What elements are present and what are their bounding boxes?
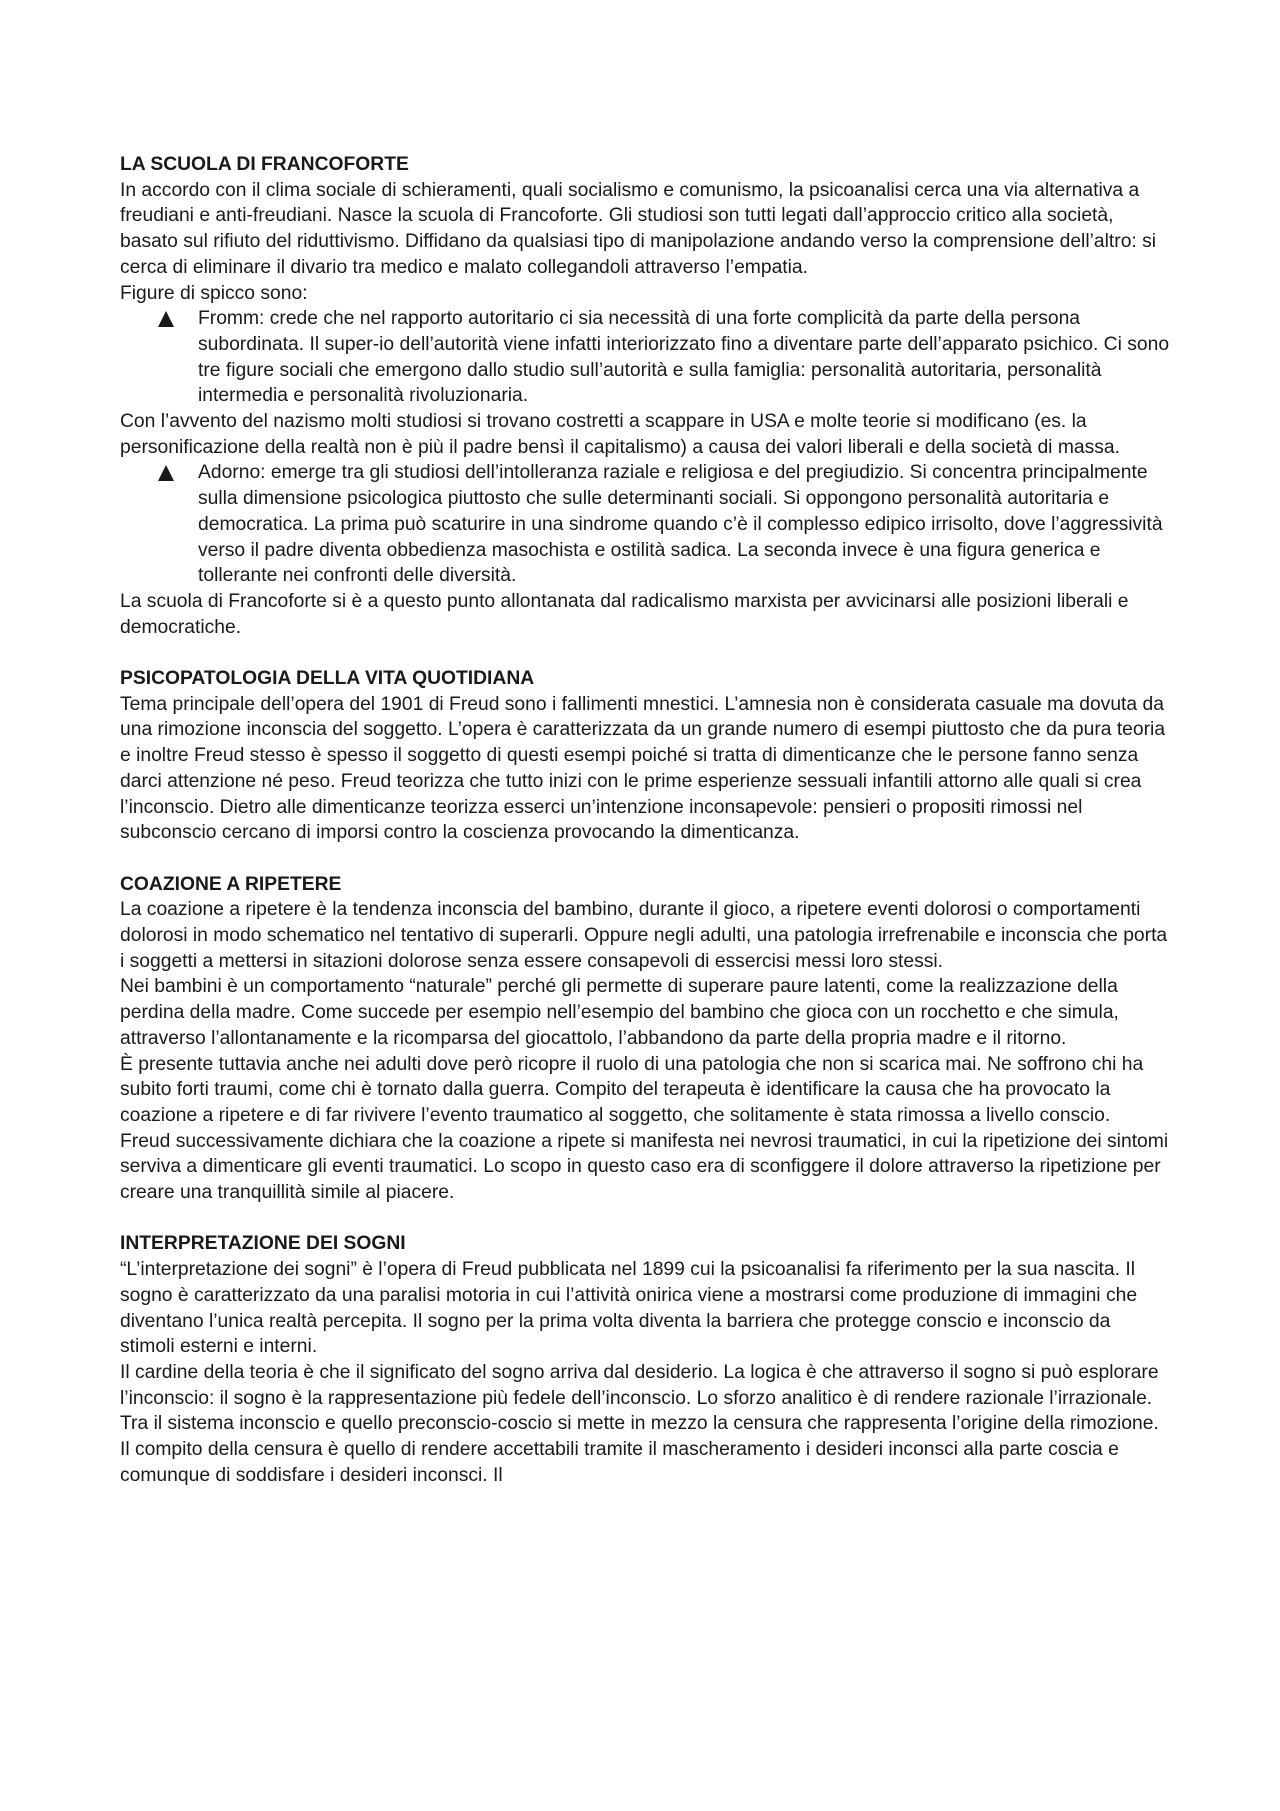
list-item-text: Adorno: emerge tra gli studiosi dell’intolleranza raziale e religiosa e del pregiudizio. Si concentra principalmente sulla dimensione psicologica piuttosto che sulle determinanti sociali. Si oppongono personalità autoritaria e democratica. La prima può scaturire in una sindrome quando c’è il complesso edipico irrisolto, dove l’aggressività verso il padre diventa obbedienza masochista e ostilità sadica. La seconda invece è una figura generica e tollerante nei confronti delle diversità. xyxy=(198,462,1163,587)
document-page xyxy=(120,152,1170,1514)
paragraph: Tema principale dell’opera del 1901 di Freud sono i fallimenti mnestici. L’amnesia non è considerata casuale ma dovuta da una rimozione inconscia del soggetto. L’opera è caratterizzata da un grande numero di esempi piuttosto che da pura teoria e inoltre Freud stesso è spesso il soggetto di questi esempi poiché si tratta di dimenticanze che le persone fanno senza darci attenzione né peso. Freud teorizza che tutto inizi con le prime esperienze sessuali infantili attorno alle quali si crea l’inconscio. Dietro alle dimenticanze teorizza esserci un’intenzione inconsapevole: pensieri o propositi rimossi nel subconscio cercano di imporsi contro la coscienza provocando la dimenticanza. xyxy=(120,693,1166,844)
paragraph: La scuola di Francoforte si è a questo punto allontanata dal radicalismo marxista per avvicinarsi alle posizioni liberali e democratiche. xyxy=(120,590,1129,638)
section-psicopatologia xyxy=(120,666,1170,846)
paragraph: Freud successivamente dichiara che la coazione a ripete si manifesta nei nevrosi traumatici, in cui la ripetizione dei sintomi serviva a dimenticare gli eventi traumatici. Lo scopo in questo caso era di sconfiggere il dolore attraverso la ripetizione per creare una tranquillità simile al piacere. xyxy=(120,1130,1169,1204)
triangle-bullet-icon xyxy=(158,311,174,327)
paragraph: In accordo con il clima sociale di schieramenti, quali socialismo e comunismo, la psicoanalisi cerca una via alternativa a freudiani e anti-freudiani. Nasce la scuola di Francoforte. Gli studiosi son tutti legati dall’approccio critico alla società, basato sul rifiuto del riduttivismo. Diffidano da qualsiasi tipo di manipolazione andando verso la comprensione dell’altro: si cerca di eliminare il divario tra medico e malato collegandoli attraverso l’empatia. xyxy=(120,179,1157,278)
section-heading: LA SCUOLA DI FRANCOFORTE xyxy=(120,154,409,175)
paragraph: La coazione a ripetere è la tendenza inconscia del bambino, durante il gioco, a ripetere eventi dolorosi o comportamenti dolorosi in modo schematico nel tentativo di superarli. Oppure negli adulti, una patologia irrefrenabile e inconscia che porta i soggetti a mettersi in sitazioni dolorose senza essere consapevoli di essercisi messi loro stessi. xyxy=(120,899,1168,972)
paragraph: Il cardine della teoria è che il significato del sogno arriva dal desiderio. La logica è che attraverso il sogno si può esplorare l’inconscio: il sogno è la rappresentazione più fedele dell’inconscio. Lo sforzo analitico è di rendere razionale l’irrazionale. xyxy=(120,1362,1159,1409)
section-scuola-di-francoforte xyxy=(120,152,1170,640)
section-coazione-a-ripetere xyxy=(120,872,1170,1206)
paragraph: Figure di spicco sono: xyxy=(120,282,308,304)
section-heading: INTERPRETAZIONE DEI SOGNI xyxy=(120,1233,406,1255)
list-item-text: Fromm: crede che nel rapporto autoritario ci sia necessità di una forte complicità da parte della persona subordinata. Il super-io dell’autorità viene infatti interiorizzato fino a diventare parte dell’apparato psichico. Ci sono tre figure sociali che emergono dallo studio sull’autorità e sulla famiglia: personalità autoritaria, personalità intermedia e personalità rivoluzionaria. xyxy=(198,308,1170,407)
list-item xyxy=(198,306,1170,409)
paragraph: È presente tuttavia anche nei adulti dove però ricopre il ruolo di una patologia che non si scarica mai. Ne soffrono chi ha subito forti traumi, come chi è tornato dalla guerra. Compito del terapeuta è identificare la causa che ha provocato la coazione a ripetere e di far rivivere l’evento traumatico al soggetto, che solitamente è stata rimossa a livello conscio. xyxy=(120,1053,1144,1126)
section-heading: PSICOPATOLOGIA DELLA VITA QUOTIDIANA xyxy=(120,668,535,690)
list-item xyxy=(198,460,1170,589)
paragraph: Nei bambini è un comportamento “naturale” perché gli permette di superare paure latenti, come la realizzazione della perdina della madre. Come succede per esempio nell’esempio del bambino che gioca con un rocchetto e che simula, attraverso l’allontanamente e la ricomparsa del giocattolo, l’abbandono da parte della propria madre e il ritorno. xyxy=(120,976,1119,1049)
section-interpretazione-dei-sogni xyxy=(120,1231,1170,1488)
paragraph: Tra il sistema inconscio e quello preconscio-coscio si mette in mezzo la censura che rappresenta l’origine della rimozione. Il compito della censura è quello di rendere accettabili tramite il mascheramento i desideri inconsci alla parte coscia e comunque di soddisfare i desideri inconsci. Il xyxy=(120,1413,1159,1486)
bullet-list xyxy=(120,306,1170,409)
section-heading: COAZIONE A RIPETERE xyxy=(120,873,342,895)
paragraph: Con l’avvento del nazismo molti studiosi si trovano costretti a scappare in USA e molte teorie si modificano (es. la personificazione della realtà non è più il padre bensì il capitalismo) a causa dei valori liberali e della società di massa. xyxy=(120,411,1120,458)
paragraph: “L’interpretazione dei sogni” è l’opera di Freud pubblicata nel 1899 cui la psicoanalisi fa riferimento per la sua nascita. Il sogno è caratterizzato da una paralisi motoria in cui l’attività onirica viene a mostrarsi come produzione di immagini che diventano l’unica realtà percepita. Il sogno per la prima volta diventa la barriera che protegge conscio e inconscio da stimoli esterni e interni. xyxy=(120,1259,1138,1358)
triangle-bullet-icon xyxy=(158,465,174,481)
bullet-list xyxy=(120,460,1170,589)
